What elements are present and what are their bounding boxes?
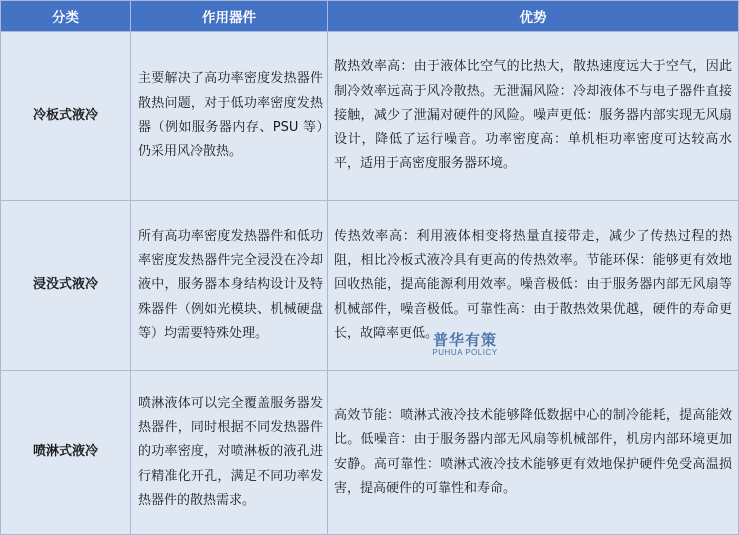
row-category: 浸没式液冷 — [1, 201, 131, 371]
watermark-text-en: PUHUA POLICY — [432, 348, 498, 357]
table-header-row — [1, 1, 739, 32]
row-role: 主要解决了高功率密度发热器件散热问题，对于低功率密度发热器（例如服务器内存、PSU 等）仍采用风冷散热。 — [131, 32, 328, 201]
header-role: 作用器件 — [131, 1, 328, 32]
row-advantages: 散热效率高：由于液体比空气的比热大，散热速度远大于空气，因此制冷效率远高于风冷散热。无泄漏风险：冷却液体不与电子器件直接接触，减少了泄漏对硬件的风险。噪声更低：服务器内部实现无风扇设计，降低了运行噪音。功率密度高：单机柜功率密度可达较高水平，适用于高密度服务器环境。 — [328, 32, 739, 201]
row-role: 所有高功率密度发热器件和低功率密度发热器件完全浸没在冷却液中，服务器本身结构设计及特殊器件（例如光模块、机械硬盘等）均需要特殊处理。 — [131, 201, 328, 371]
row-advantages: 传热效率高：利用液体相变将热量直接带走，减少了传热过程的热阻，相比冷板式液冷具有更高的传热效率。节能环保：能够更有效地回收热能，提高能源利用效率。噪音极低：由于服务器内部无风扇等机械部件，噪音极低。可靠性高：由于散热效果优越，硬件的寿命更长，故障率更低。 — [328, 201, 739, 371]
row-role: 喷淋液体可以完全覆盖服务器发热器件，同时根据不同发热器件的功率密度，对喷淋板的液孔进行精准化开孔，满足不同功率发热器件的散热需求。 — [131, 371, 328, 535]
row-advantages: 高效节能：喷淋式液冷技术能够降低数据中心的制冷能耗，提高能效比。低噪音：由于服务器内部无风扇等机械部件，机房内部环境更加安静。高可靠性：喷淋式液冷技术能够更有效地保护硬件免受高温损害，提高硬件的可靠性和寿命。 — [328, 371, 739, 535]
row-category: 冷板式液冷 — [1, 32, 131, 201]
table-row — [1, 371, 739, 535]
header-category: 分类 — [1, 1, 131, 32]
table-row — [1, 201, 739, 371]
row-category: 喷淋式液冷 — [1, 371, 131, 535]
table-row — [1, 32, 739, 201]
header-advantages: 优势 — [328, 1, 739, 32]
watermark-text-cn: 普华有策 — [432, 331, 497, 349]
